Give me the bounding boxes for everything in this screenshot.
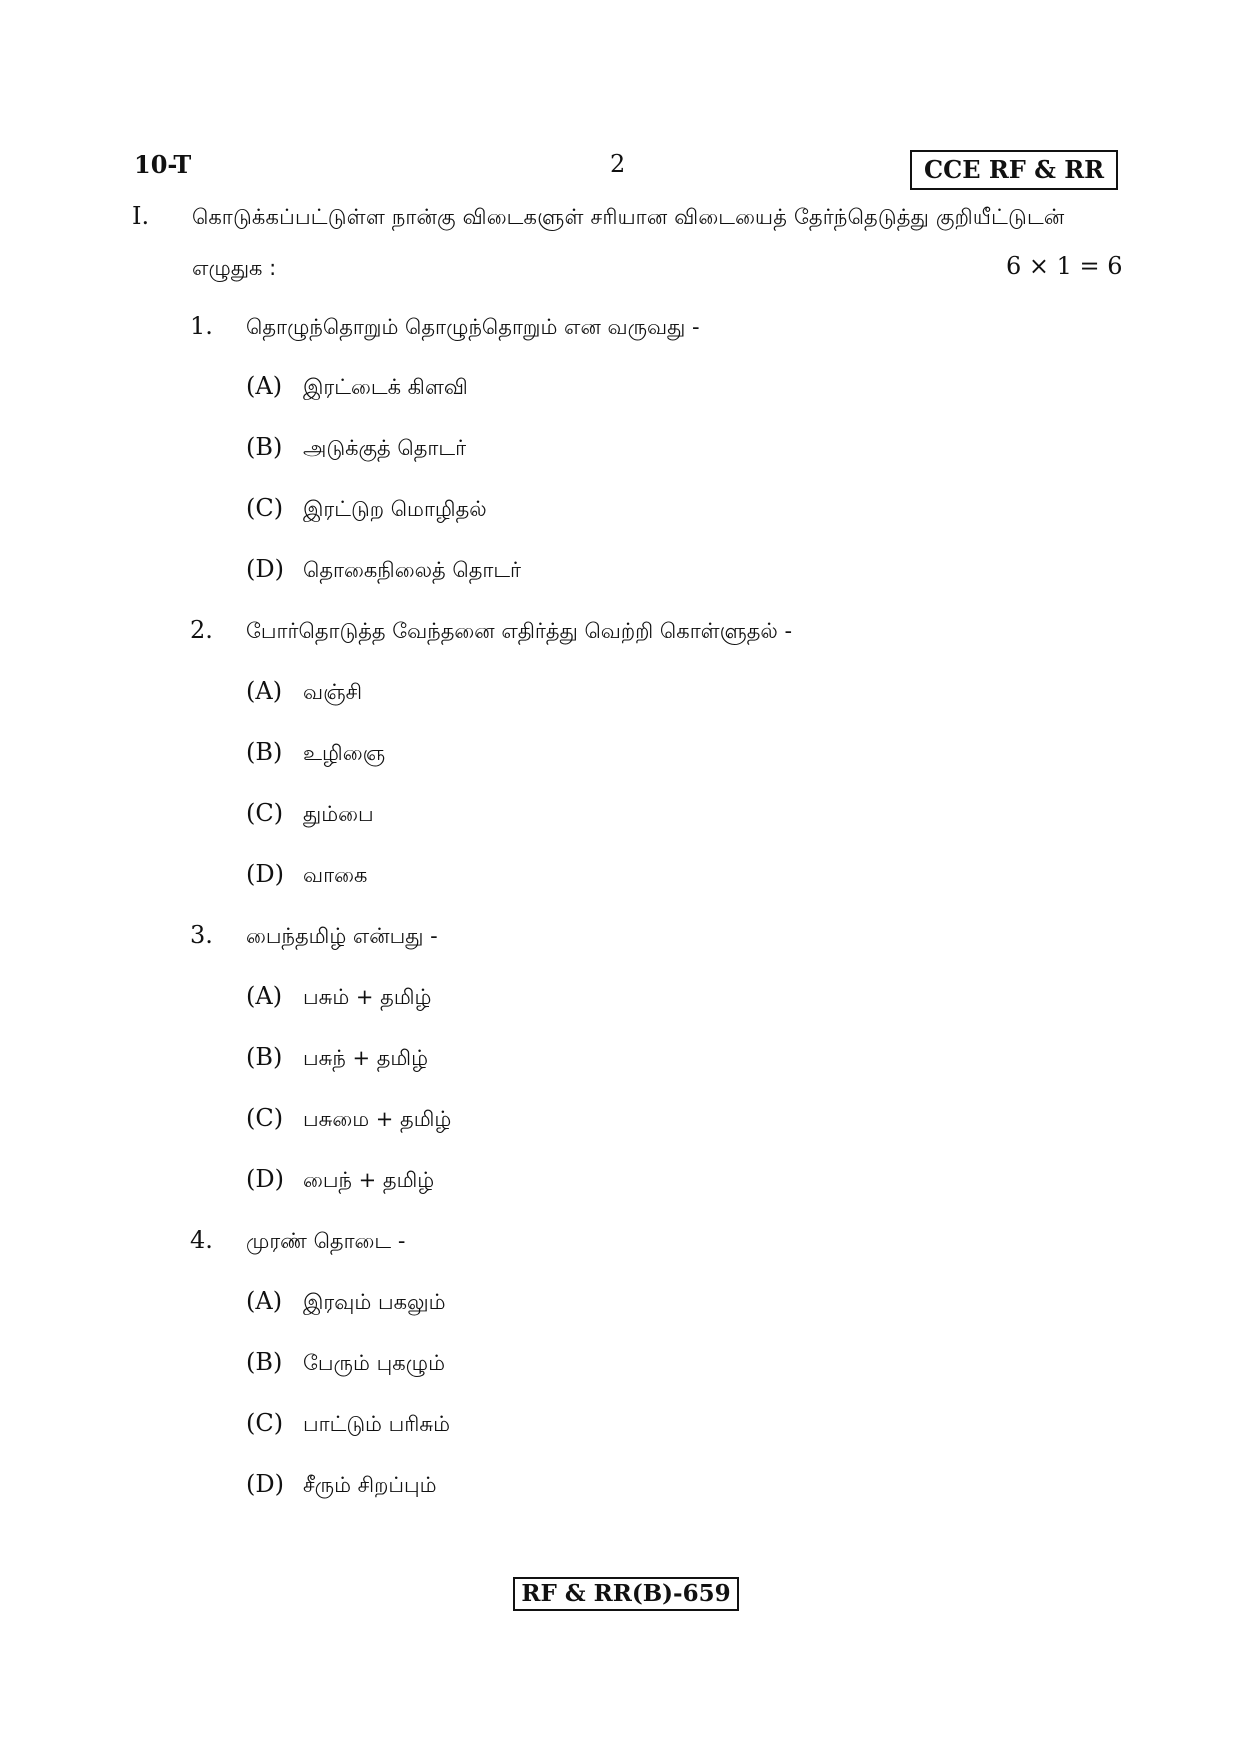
footer-code-box: RF & RR(B)-659 [513, 1577, 739, 1611]
question-text: முரண் தொடை - [246, 1229, 406, 1253]
option-text: இரவும் பகலும் [303, 1290, 446, 1314]
question-number: 1. [190, 312, 213, 340]
option-key: (A) [246, 372, 283, 400]
option-text: சீரும் சிறப்பும் [303, 1473, 437, 1497]
paper-code: 10-T [134, 150, 192, 179]
instruction-line-2: எழுதுக : [192, 256, 277, 280]
option-text: பாட்டும் பரிசும் [303, 1412, 450, 1436]
option-key: (B) [246, 433, 283, 461]
option-text: பசுந் + தமிழ் [303, 1046, 428, 1070]
option-text: பேரும் புகழும் [303, 1351, 445, 1375]
option-key: (C) [246, 494, 284, 522]
option-key: (D) [246, 555, 284, 583]
question-number: 2. [190, 616, 213, 644]
option-key: (D) [246, 860, 284, 888]
option-key: (B) [246, 1348, 283, 1376]
question-text: போர்தொடுத்த வேந்தனை எதிர்த்து வெற்றி கொள்ளுதல் - [246, 619, 793, 643]
page-number: 2 [610, 150, 626, 178]
option-text: வஞ்சி [303, 680, 363, 704]
option-key: (D) [246, 1165, 284, 1193]
option-text: தொகைநிலைத் தொடர் [303, 558, 522, 582]
option-key: (D) [246, 1470, 284, 1498]
option-text: இரட்டுற மொழிதல் [303, 497, 487, 521]
option-key: (A) [246, 677, 283, 705]
option-key: (C) [246, 1104, 284, 1132]
option-text: தும்பை [303, 802, 374, 826]
option-text: இரட்டைக் கிளவி [303, 375, 468, 399]
option-key: (B) [246, 738, 283, 766]
option-key: (B) [246, 1043, 283, 1071]
option-text: பசும் + தமிழ் [303, 985, 432, 1009]
question-text: தொழுந்தொறும் தொழுந்தொறும் என வருவது - [246, 315, 700, 339]
option-key: (C) [246, 1409, 284, 1437]
option-text: பைந் + தமிழ் [303, 1168, 435, 1192]
option-text: உழிஞை [303, 741, 386, 765]
option-key: (A) [246, 1287, 283, 1315]
section-number: I. [132, 202, 150, 230]
instruction-line-1: கொடுக்கப்பட்டுள்ள நான்கு விடைகளுள் சரியான விடையைத் தேர்ந்தெடுத்து குறியீட்டுடன் [192, 205, 1065, 229]
question-number: 3. [190, 921, 213, 949]
marks-scheme: 6 × 1 = 6 [1006, 252, 1123, 280]
option-text: அடுக்குத் தொடர் [303, 436, 467, 460]
option-text: பசுமை + தமிழ் [303, 1107, 452, 1131]
question-text: பைந்தமிழ் என்பது - [246, 924, 438, 948]
question-number: 4. [190, 1226, 213, 1254]
option-text: வாகை [303, 863, 368, 887]
option-key: (A) [246, 982, 283, 1010]
option-key: (C) [246, 799, 284, 827]
series-label-box: CCE RF & RR [910, 150, 1118, 190]
